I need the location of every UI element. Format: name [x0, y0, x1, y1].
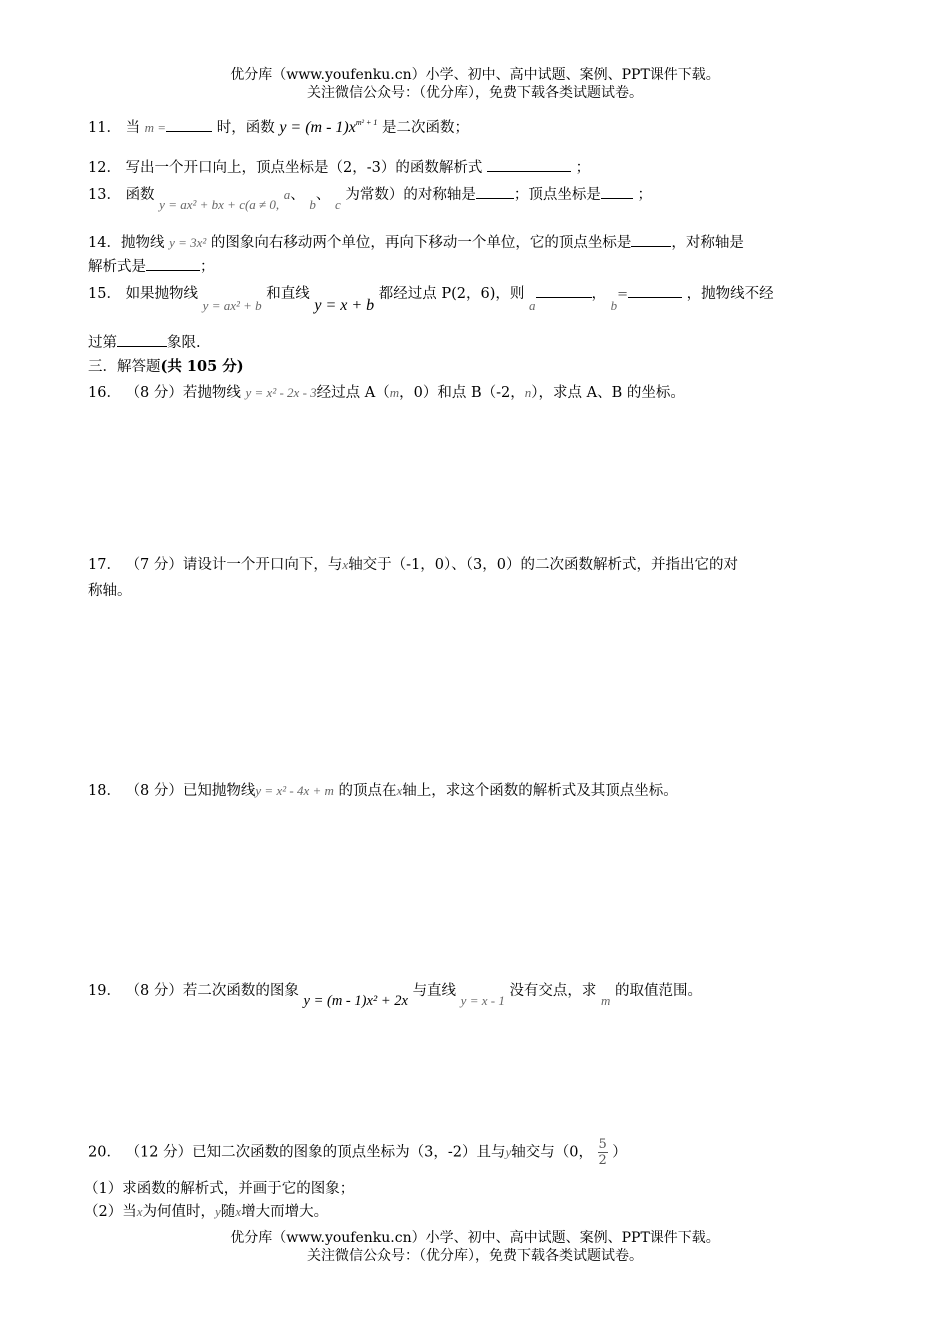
math: x	[396, 783, 403, 798]
question-number: 11．	[88, 120, 121, 136]
text: ，对称轴是	[671, 235, 744, 251]
text: ；	[575, 160, 591, 176]
question-number: 17．	[88, 557, 121, 573]
question-18	[88, 780, 678, 802]
math: m =	[144, 120, 167, 135]
header-line-1: 优分库（www.youfenku.cn）小学、初中、高中试题、案例、PPT课件下载。	[230, 67, 720, 83]
question-15	[88, 283, 774, 314]
math: b	[610, 298, 618, 313]
math-expression: y = x + b	[314, 297, 375, 314]
math: m	[601, 993, 611, 1008]
text: 过第	[88, 335, 117, 351]
text: ），求点 A、B 的坐标。	[531, 385, 685, 401]
math: c	[335, 197, 341, 212]
question-20-part-2	[84, 1201, 328, 1223]
question-16	[88, 382, 685, 404]
question-12	[88, 157, 590, 179]
question-number: 18．	[88, 783, 121, 799]
math-exponent: m² + 1	[355, 118, 378, 127]
question-20-part-1	[84, 1178, 354, 1200]
math: n	[524, 385, 532, 400]
text: （2）当	[84, 1204, 137, 1220]
text: 当	[125, 120, 141, 136]
page-header	[0, 66, 950, 102]
answer-blank[interactable]	[631, 232, 671, 247]
question-19	[88, 980, 703, 1009]
answer-blank[interactable]	[117, 332, 167, 347]
text: （8 分）若抛物线	[125, 385, 241, 401]
text: 三．解答题	[88, 359, 161, 375]
text: 的取值范围。	[615, 983, 703, 999]
math: a	[283, 187, 291, 202]
math: a	[529, 298, 536, 313]
header-line-2: 关注微信公众号：（优分库），免费下载各类试题试卷。	[307, 85, 643, 101]
math: y	[505, 1144, 512, 1160]
page-footer	[0, 1229, 950, 1265]
math: m	[389, 385, 400, 400]
math-expression: y = (m - 1)x² + 2x	[303, 993, 408, 1009]
answer-blank[interactable]	[536, 283, 592, 298]
footer-line-2: 关注微信公众号：（优分库），免费下载各类试题试卷。	[307, 1248, 643, 1264]
footer-line-1: 优分库（www.youfenku.cn）小学、初中、高中试题、案例、PPT课件下载。	[230, 1230, 720, 1246]
text: 轴上，求这个函数的解析式及其顶点坐标。	[402, 783, 678, 799]
question-15-cont	[88, 332, 201, 354]
text: 随	[220, 1204, 236, 1220]
question-number: 19．	[88, 983, 121, 999]
text: =	[617, 287, 629, 302]
math-expression: y = (m - 1)x	[279, 119, 356, 136]
text: （8 分）已知抛物线	[125, 783, 256, 799]
text: 经过点 A（	[316, 385, 390, 401]
answer-blank[interactable]	[166, 117, 212, 132]
text: 是二次函数；	[382, 120, 470, 136]
text: 称轴。	[88, 583, 132, 599]
math: x	[342, 557, 349, 572]
question-17	[88, 554, 738, 576]
math: x	[136, 1204, 143, 1219]
text: ；	[637, 187, 653, 203]
fraction-denominator: 2	[598, 1153, 607, 1168]
question-number: 12．	[88, 160, 121, 176]
math-expression: y = 3x²	[169, 235, 207, 250]
question-number: 20．	[88, 1144, 121, 1161]
text: ；顶点坐标是	[513, 187, 601, 203]
question-13	[88, 184, 653, 212]
text: 、	[315, 187, 331, 203]
text: （12 分）已知二次函数的图象的顶点坐标为（3，-2）且与	[125, 1144, 506, 1161]
text: 没有交点，求	[509, 983, 597, 999]
math: y	[215, 1204, 221, 1219]
question-number: 14．	[88, 235, 121, 251]
text: ；	[200, 259, 215, 275]
text: （7 分）请设计一个开口向下，与	[125, 557, 343, 573]
text: 都经过点 P(2，6)，则	[378, 286, 525, 302]
text: 的图象向右移动两个单位，再向下移动一个单位，它的顶点坐标是	[210, 235, 632, 251]
text: 写出一个开口向上，顶点坐标是（2，-3）的函数解析式	[125, 160, 483, 176]
answer-blank[interactable]	[601, 184, 633, 199]
question-17-cont	[88, 580, 132, 602]
math: x	[235, 1204, 242, 1219]
question-11	[88, 112, 469, 139]
math: b	[309, 197, 316, 212]
text: 解析式是	[88, 259, 146, 275]
section-3-heading	[88, 356, 244, 378]
text: 和直线	[266, 286, 310, 302]
text: (共 105 分)	[160, 358, 244, 375]
math-expression: y = x² - 2x - 3	[245, 385, 317, 400]
text: （8 分）若二次函数的图象	[125, 983, 299, 999]
text: 为何值时，	[142, 1204, 216, 1220]
answer-blank[interactable]	[628, 283, 682, 298]
text: ，抛物线不经	[686, 286, 774, 302]
text: 时，函数	[216, 120, 275, 136]
text: 与直线	[412, 983, 457, 999]
question-20	[88, 1137, 627, 1168]
question-number: 15．	[88, 286, 121, 302]
answer-blank[interactable]	[146, 256, 200, 271]
text: 增大而增大。	[241, 1204, 329, 1220]
question-number: 13．	[88, 187, 121, 203]
text: 函数	[125, 187, 155, 203]
text: 象限.	[167, 335, 201, 351]
text: 的顶点在	[338, 783, 397, 799]
text: 轴交与（0，	[511, 1144, 593, 1161]
question-14	[88, 232, 744, 254]
math-expression: y = x² - 4x + m	[255, 783, 334, 798]
fraction-numerator: 5	[598, 1137, 607, 1152]
math-expression: y = ax² + bx + c(a ≠ 0,	[159, 197, 280, 212]
text: ）	[612, 1144, 627, 1161]
text: 、	[290, 187, 305, 203]
text: 如果抛物线	[125, 286, 199, 302]
answer-blank[interactable]	[476, 184, 514, 199]
answer-blank[interactable]	[487, 157, 571, 172]
math-expression: y = ax² + b	[202, 298, 262, 313]
text: 抛物线	[120, 235, 165, 251]
text: （1）求函数的解析式，并画于它的图象；	[84, 1181, 355, 1197]
text: ，	[591, 286, 607, 302]
text: ，0）和点 B（-2，	[399, 385, 525, 401]
fraction	[598, 1137, 608, 1168]
question-number: 16．	[88, 385, 121, 401]
question-14-cont	[88, 256, 215, 278]
math-expression: y = x - 1	[460, 993, 505, 1008]
text: 为常数）的对称轴是	[345, 187, 476, 203]
text: 轴交于（-1，0）、（3，0）的二次函数解析式，并指出它的对	[348, 557, 738, 573]
